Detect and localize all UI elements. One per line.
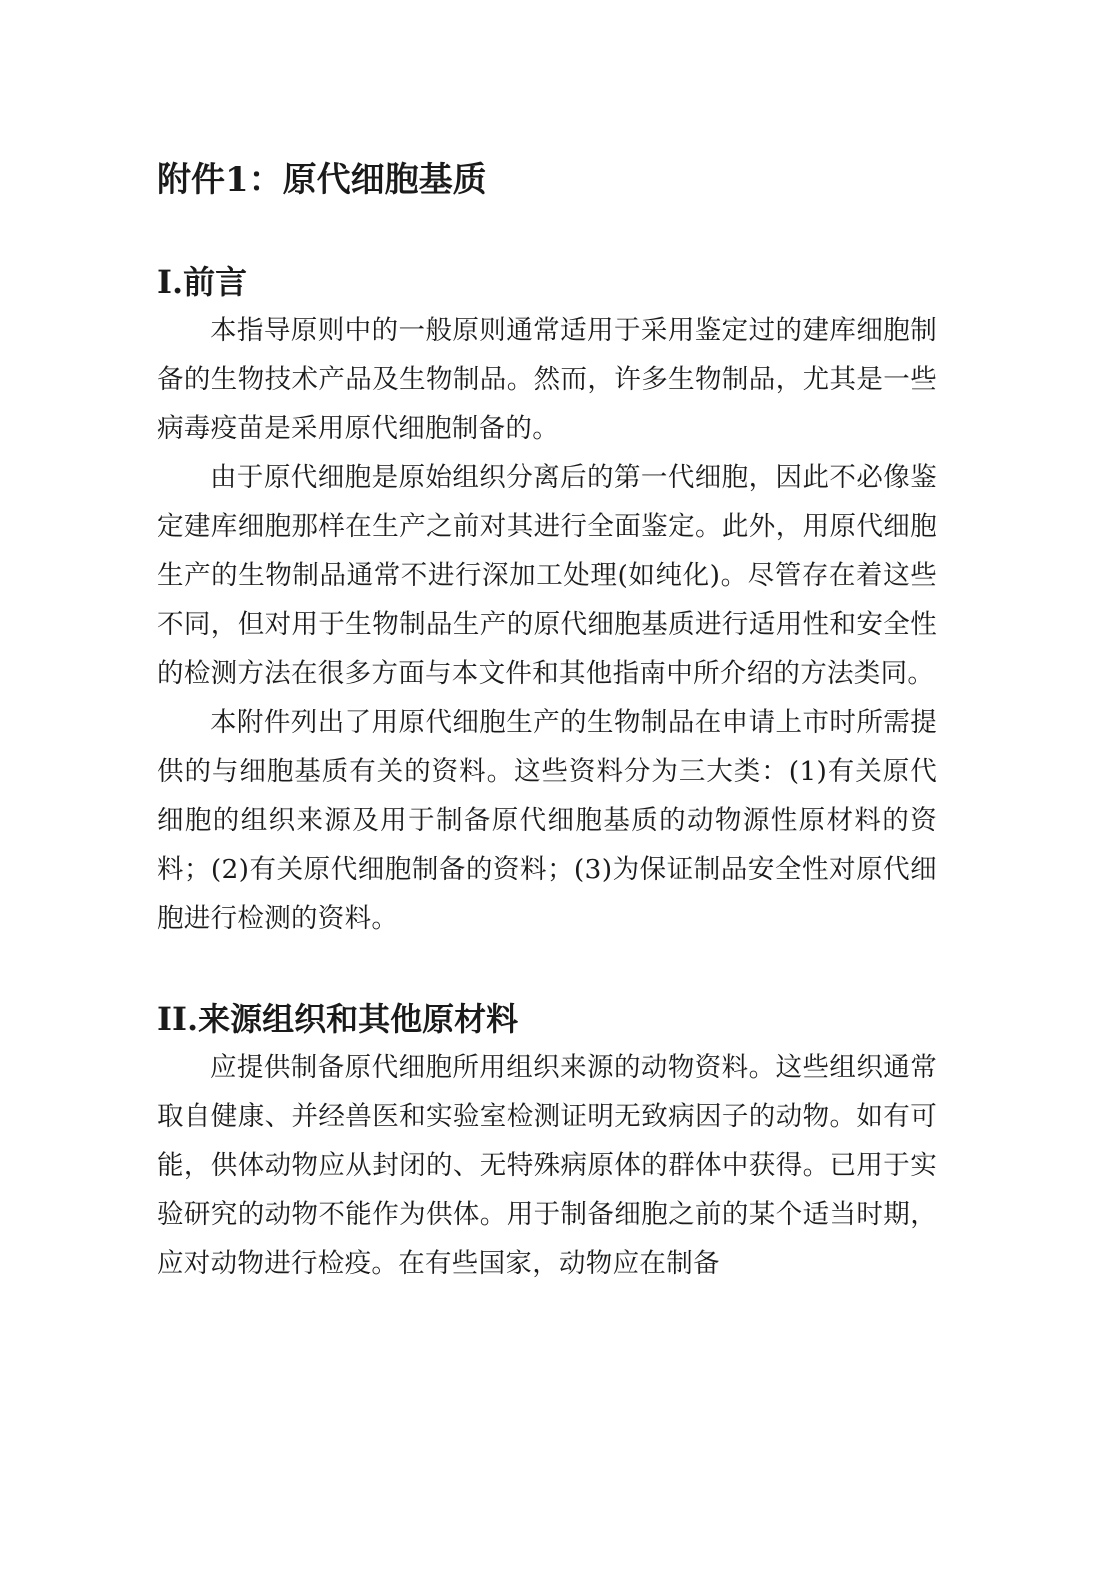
document-title: 附件1：原代细胞基质 [157,160,487,200]
paragraph: 本附件列出了用原代细胞生产的生物制品在申请上市时所需提供的与细胞基质有关的资料。这些资料分为三大类：(1)有关原代细胞的组织来源及用于制备原代细胞基质的动物源性原材料的资料；(2)有关原代细胞制备的资料；(3)为保证制品安全性对原代细胞进行检测的资料。 [157,707,937,934]
section-heading-introduction: I.前言 [157,263,248,301]
section-heading-source-tissue: II.来源组织和其他原材料 [157,1000,519,1038]
section-introduction [157,258,937,943]
paragraph: 由于原代细胞是原始组织分离后的第一代细胞，因此不必像鉴定建库细胞那样在生产之前对其进行全面鉴定。此外，用原代细胞生产的生物制品通常不进行深加工处理(如纯化)。尽管存在着这些不同，但对用于生物制品生产的原代细胞基质进行适用性和安全性的检测方法在很多方面与本文件和其他指南中所介绍的方法类同。 [157,462,937,689]
paragraph: 本指导原则中的一般原则通常适用于采用鉴定过的建库细胞制备的生物技术产品及生物制品。然而，许多生物制品，尤其是一些病毒疫苗是采用原代细胞制备的。 [157,315,937,444]
paragraph: 应提供制备原代细胞所用组织来源的动物资料。这些组织通常取自健康、并经兽医和实验室检测证明无致病因子的动物。如有可能，供体动物应从封闭的、无特殊病原体的群体中获得。已用于实验研究的动物不能作为供体。用于制备细胞之前的某个适当时期，应对动物进行检疫。在有些国家，动物应在制备 [157,1052,937,1279]
section-source-tissue [157,995,937,1288]
document-page [157,150,937,1288]
